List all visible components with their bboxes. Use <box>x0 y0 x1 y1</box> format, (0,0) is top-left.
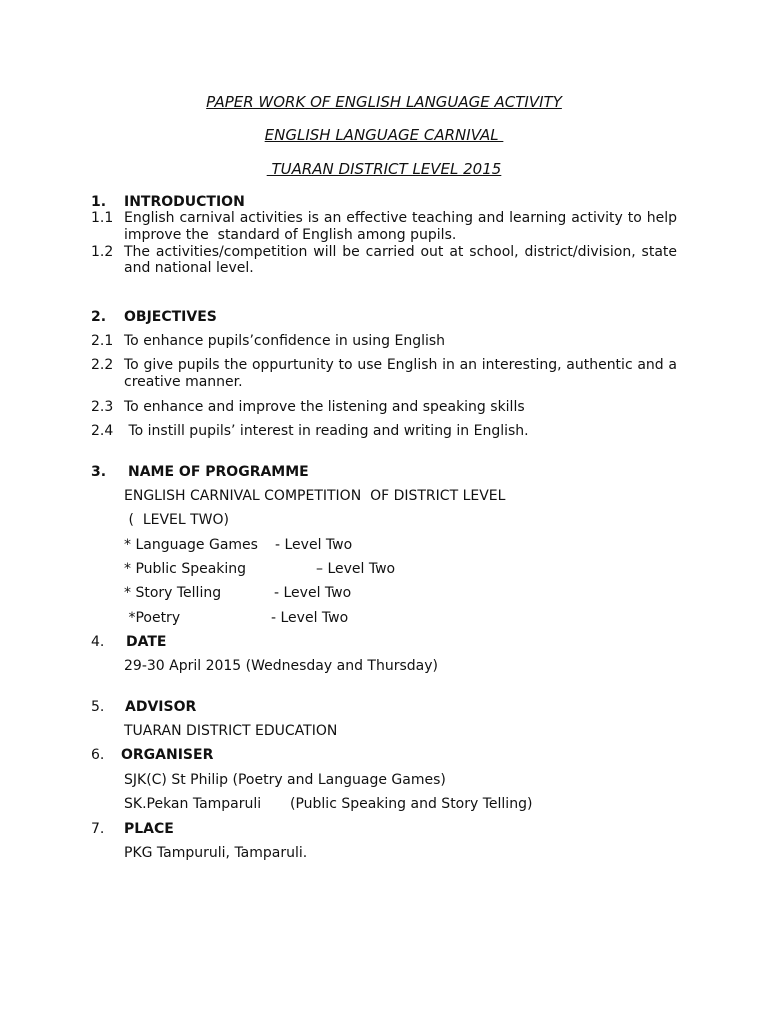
date-text: 29-30 April 2015 (Wednesday and Thursday) <box>124 658 438 674</box>
document-subtitle: ENGLISH LANGUAGE CARNIVAL <box>264 126 504 144</box>
section-number: 1. <box>91 194 107 210</box>
item-text: To instill pupils’ interest in reading and writing in English. <box>124 423 529 439</box>
event-level: - Level Two <box>271 610 349 626</box>
item-number: 2.2 <box>91 357 114 373</box>
item-text: English carnival activities is an effective teaching and learning activity to help <box>124 210 677 226</box>
programme-name: ENGLISH CARNIVAL COMPETITION OF DISTRICT LEVEL <box>124 488 506 504</box>
programme-level: ( LEVEL TWO) <box>124 512 230 528</box>
event-name: *Poetry <box>124 610 181 626</box>
document-subtitle-level: TUARAN DISTRICT LEVEL 2015 <box>266 160 502 178</box>
item-text: To enhance pupils’confidence in using English <box>124 333 446 349</box>
section-heading-place: PLACE <box>124 821 174 837</box>
event-name: * Language Games <box>124 537 258 553</box>
section-number: 6. <box>91 747 105 763</box>
section-number: 2. <box>91 309 107 325</box>
organiser-name: SK.Pekan Tamparuli <box>124 796 262 812</box>
item-number: 1.2 <box>91 244 114 260</box>
item-text: To enhance and improve the listening and speaking skills <box>124 399 525 415</box>
section-heading-organiser: ORGANISER <box>121 747 214 763</box>
item-text: To give pupils the oppurtunity to use English in an interesting, authentic and a <box>124 357 677 373</box>
item-number: 1.1 <box>91 210 114 226</box>
section-heading-introduction: INTRODUCTION <box>124 194 245 210</box>
item-text: The activities/competition will be carried out at school, district/division, state <box>124 244 677 260</box>
event-name: * Story Telling <box>124 585 222 601</box>
event-name: * Public Speaking <box>124 561 247 577</box>
event-level: - Level Two <box>274 585 352 601</box>
section-number: 3. <box>91 464 107 480</box>
advisor-text: TUARAN DISTRICT EDUCATION <box>124 723 338 739</box>
item-text-continued: and national level. <box>124 260 254 276</box>
section-heading-advisor: ADVISOR <box>125 699 197 715</box>
section-heading-date: DATE <box>126 634 167 650</box>
item-number: 2.3 <box>91 399 114 415</box>
section-heading-programme: NAME OF PROGRAMME <box>128 464 309 480</box>
section-heading-objectives: OBJECTIVES <box>124 309 217 325</box>
event-level: – Level Two <box>316 561 396 577</box>
item-text-continued: improve the standard of English among pupils. <box>124 227 457 243</box>
organiser-line: SJK(C) St Philip (Poetry and Language Games) <box>124 772 446 788</box>
event-level: - Level Two <box>275 537 353 553</box>
place-text: PKG Tampuruli, Tamparuli. <box>124 845 308 861</box>
document-title: PAPER WORK OF ENGLISH LANGUAGE ACTIVITY <box>206 93 562 111</box>
organiser-detail: (Public Speaking and Story Telling) <box>290 796 533 812</box>
item-text-continued: creative manner. <box>124 374 243 390</box>
item-number: 2.1 <box>91 333 114 349</box>
section-number: 7. <box>91 821 105 837</box>
section-number: 5. <box>91 699 105 715</box>
item-number: 2.4 <box>91 423 114 439</box>
section-number: 4. <box>91 634 105 650</box>
